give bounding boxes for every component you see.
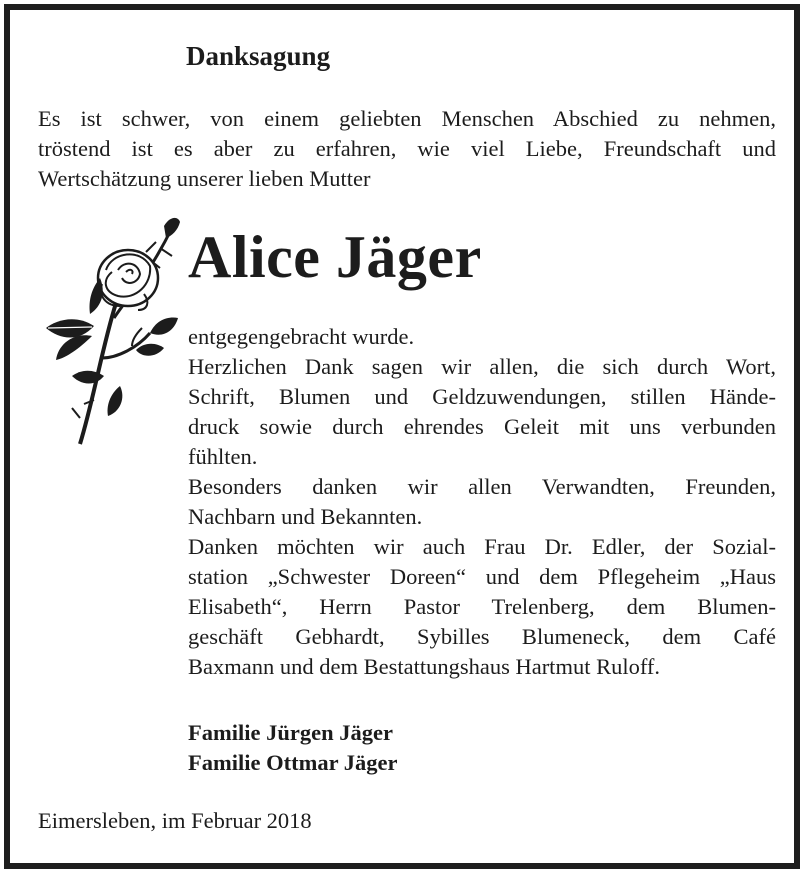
signer-name: Familie Ottmar Jäger [188,750,398,775]
intro-line: Es ist schwer, von einem geliebten Menschen Abschied zu nehmen, [38,106,776,131]
deceased-name: Alice Jäger [188,224,482,290]
body-line: Herzlichen Dank sagen wir allen, die sich durch Wort, [188,354,776,379]
body-line: Danken möchten wir auch Frau Dr. Edler, der Sozial- [188,534,776,559]
notice-title: Danksagung [186,41,331,71]
intro-paragraph [38,104,776,194]
intro-line: Wertschätzung unserer lieben Mutter [38,166,371,191]
body-line: entgegengebracht wurde. [188,324,415,349]
body-line: druck sowie durch ehrendes Geleit mit uns verbunden [188,414,776,439]
body-line: fühlten. [188,444,258,469]
body-line: Besonders danken wir allen Verwandten, Freunden, [188,474,776,499]
body-line: geschäft Gebhardt, Sybilles Blumeneck, dem Café [188,624,776,649]
rose-icon [32,208,182,453]
intro-line: tröstend ist es aber zu erfahren, wie viel Liebe, Freundschaft und [38,136,776,161]
body-line: Nachbarn und Bekannten. [188,504,423,529]
body-line: Elisabeth“, Herrn Pastor Trelenberg, dem Blumen- [188,594,776,619]
signer-name: Familie Jürgen Jäger [188,720,393,745]
body-line: Schrift, Blumen und Geldzuwendungen, stillen Hände- [188,384,776,409]
signers-block [188,718,398,778]
body-paragraph [188,322,776,682]
notice-frame [4,4,800,869]
body-line: station „Schwester Doreen“ und dem Pflegeheim „Haus [188,564,776,589]
body-line: Baxmann und dem Bestattungshaus Hartmut Ruloff. [188,654,661,679]
place-date: Eimersleben, im Februar 2018 [38,808,312,833]
